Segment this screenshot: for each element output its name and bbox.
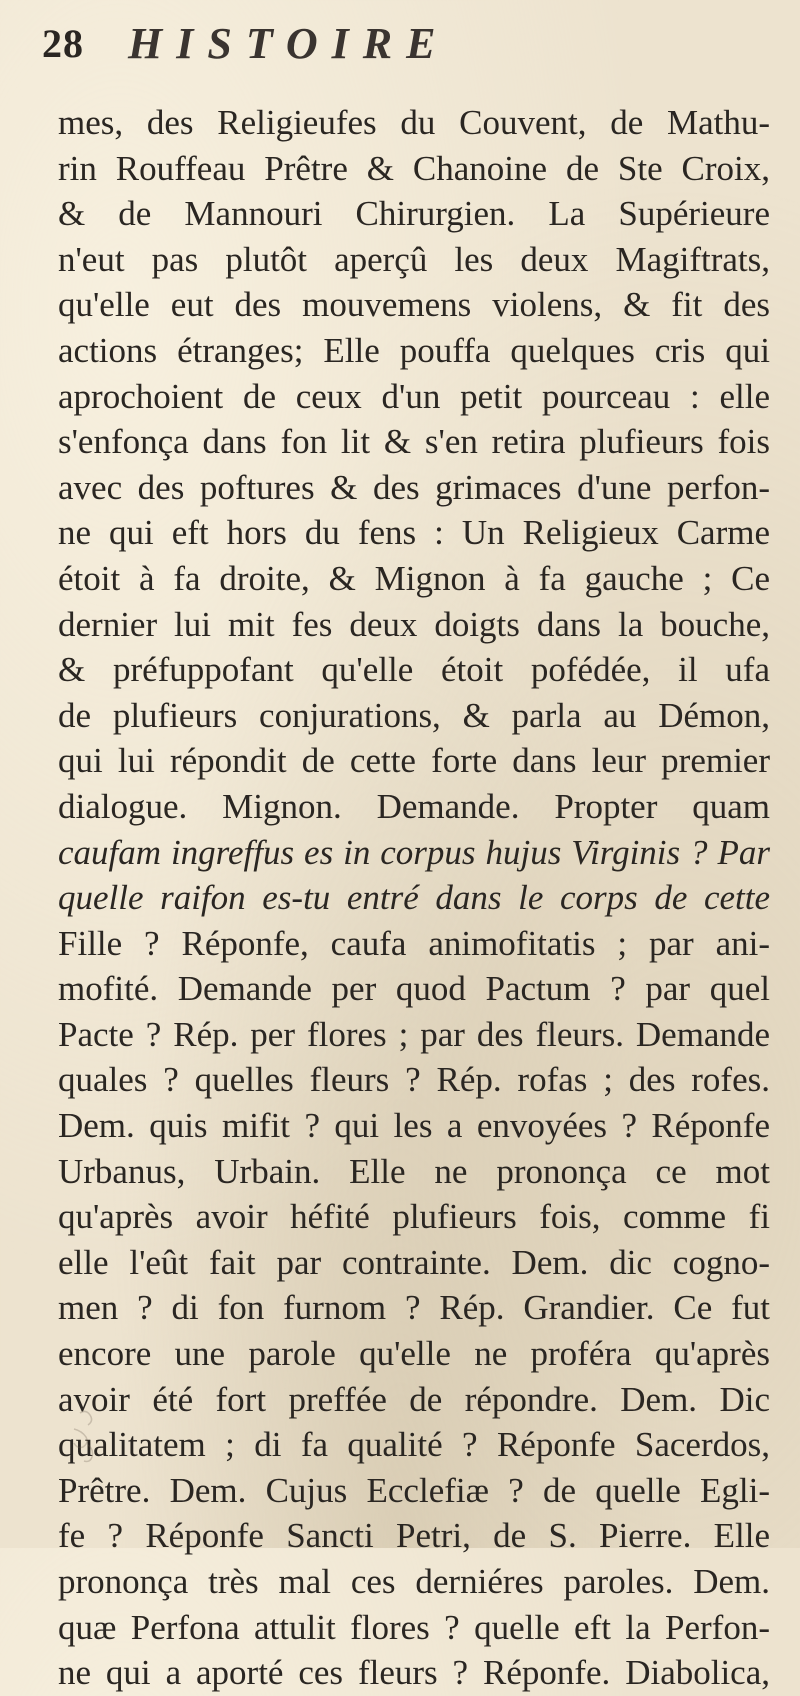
text-line: rin Rouffeau Prêtre & Chanoine de Ste Croix, [58,148,770,188]
text-line: qualitatem ; di fa qualité ? Réponfe Sacerdos, [58,1425,770,1465]
text-line: Prêtre. Dem. Cujus Ecclefiæ ? de quelle Egli- [58,1470,770,1510]
text-line: quelle raifon es-tu entré dans le corps de cette [58,878,770,918]
text-line: men ? di fon furnom ? Rép. Grandier. Ce fut [58,1288,770,1328]
text-line: aprochoient de ceux d'un petit pourceau : elle [58,376,770,416]
text-line: Dem. quis mifit ? qui les a envoyées ? Réponfe [58,1106,770,1146]
text-line: prononça très mal ces derniéres paroles. Dem. [58,1562,770,1601]
text-line: quales ? quelles fleurs ? Rép. rofas ; des rofes. [58,1060,770,1100]
text-line: dernier lui mit fes deux doigts dans la bouche, [58,604,770,644]
text-line: & de Mannouri Chirurgien. La Supérieure [58,194,770,234]
text-line: s'enfonça dans fon lit & s'en retira plufieurs fois [58,422,770,462]
running-head [0,10,800,70]
ink-smudge [60,1405,120,1475]
page-number: 28 [42,21,84,66]
text-line: quæ Perfona attulit flores ? quelle eft la Perfon- [58,1607,770,1647]
text-line: encore une parole qu'elle ne proféra qu'après [58,1334,770,1374]
text-line: Pacte ? Rép. per flores ; par des fleurs. Demande [58,1014,770,1054]
text-line: avoir été fort preffée de répondre. Dem. Dic [58,1379,770,1419]
text-line: Fille ? Réponfe, caufa animofitatis ; par ani- [58,923,770,963]
text-line: actions étranges; Elle pouffa quelques cris qui [58,330,770,370]
text-line: ne qui eft hors du fens : Un Religieux Carme [58,513,770,553]
text-line: n'eut pas plutôt aperçû les deux Magiftrats, [58,239,770,279]
text-line: fe ? Réponfe Sancti Petri, de S. Pierre. Elle [58,1516,770,1556]
text-line: étoit à fa droite, & Mignon à fa gauche ; Ce [58,558,770,598]
text-line: elle l'eût fait par contrainte. Dem. dic cogno- [58,1242,770,1282]
text-line: qu'elle eut des mouvemens violens, & fit des [58,285,770,325]
text-line: ne qui a aporté ces fleurs ? Réponfe. Diabolica, [58,1653,770,1693]
text-line: & préfuppofant qu'elle étoit pofédée, il ufa [58,650,770,690]
text-line: qu'après avoir héfité plufieurs fois, comme fi [58,1197,770,1237]
text-line: de plufieurs conjurations, & parla au Démon, [58,695,770,735]
text-line: dialogue. Mignon. Demande. Propter quam [58,786,770,826]
text-line: mes, des Religieufes du Couvent, de Mathu- [58,103,770,142]
body-text [58,100,770,1696]
running-title: HISTOIRE [128,19,450,68]
text-line: qui lui répondit de cette forte dans leur premier [58,741,770,781]
text-line: mofité. Demande per quod Pactum ? par quel [58,969,770,1009]
text-line: Urbanus, Urbain. Elle ne prononça ce mot [58,1151,770,1191]
text-line: caufam ingreffus es in corpus hujus Virginis ? Par [58,832,770,872]
text-line: avec des poftures & des grimaces d'une perfon- [58,467,770,507]
